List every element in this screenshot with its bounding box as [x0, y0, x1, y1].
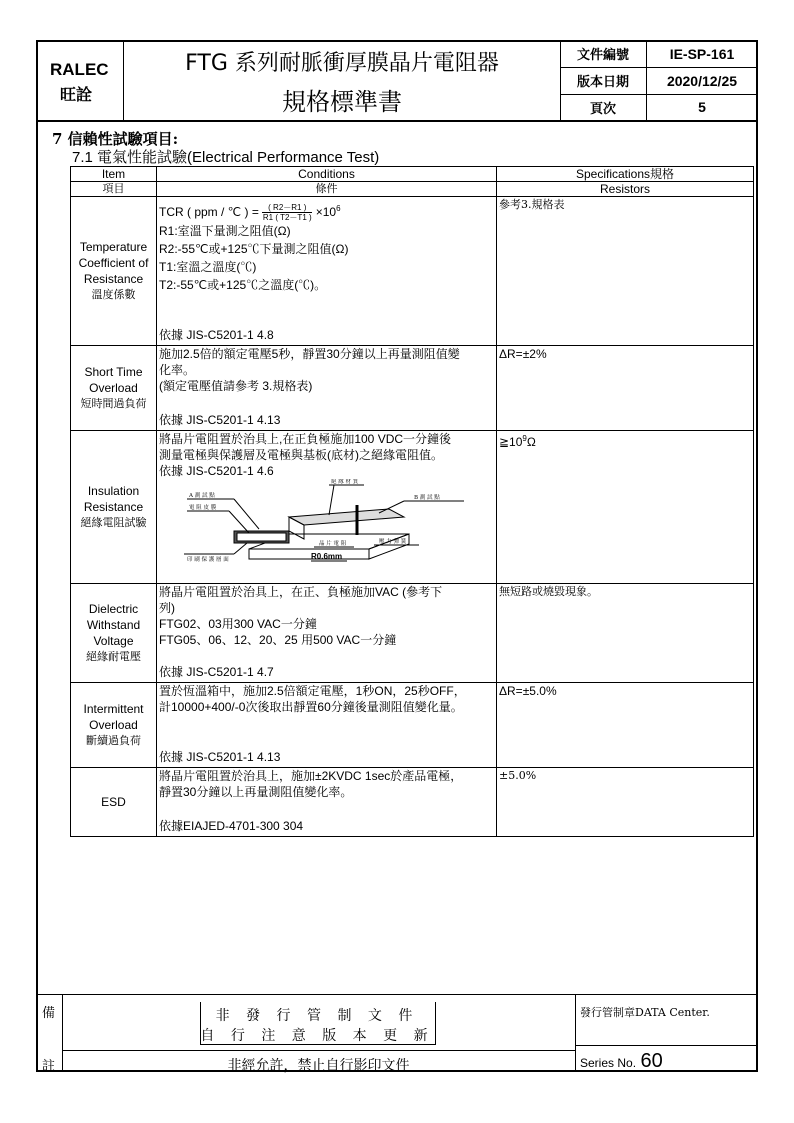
series-label: Series No. [580, 1056, 637, 1070]
item-text: Voltage [93, 634, 134, 648]
item-text: Short Time [84, 365, 143, 379]
col-spec-header: Specifications規格 [497, 167, 754, 182]
col-conditions-header-cn: 條件 [157, 182, 497, 197]
notice-line-2: 自 行 注 意 版 本 更 新 [200, 1028, 434, 1044]
section-number: 7 [52, 130, 63, 148]
insulation-block [289, 509, 404, 525]
document-subtitle: 規格標準書 [282, 88, 402, 116]
item-cell-tcr [71, 197, 157, 346]
item-cell-short-time [71, 346, 157, 431]
condition-line: T2:-55℃或+125℃之溫度(℃)。 [159, 278, 327, 293]
item-text-cn: 斷續過負荷 [86, 734, 141, 747]
item-text: Insulation [87, 484, 140, 498]
table-row [71, 431, 754, 584]
standard-reference: 依據 JIS-C5201-1 4.7 [159, 665, 274, 679]
leader-top-diag [329, 485, 334, 515]
leader-a-diag [234, 499, 259, 529]
section-title: 信賴性試驗項目: [67, 130, 179, 148]
formula-fraction [262, 203, 312, 222]
table-row [71, 584, 754, 683]
table-header-row-2 [71, 182, 754, 197]
footer-remark-top: 備 [42, 1006, 56, 1021]
condition-line: 將晶片電阻置於治具上，在正、負極施加VAC (參考下 [159, 585, 443, 599]
item-cell-insulation [71, 431, 157, 584]
conditions-cell-tcr [157, 197, 497, 346]
item-text: Overload [89, 718, 138, 732]
diagram-label-chip: 晶 片 電 阻 [319, 541, 347, 547]
diagram-label-b: B 測 試 點 [414, 495, 440, 501]
conditions-cell-esd [157, 768, 497, 837]
condition-line: 計10000+400/-0次後取出靜置60分鐘後量測阻值變化量。 [159, 700, 463, 714]
version-date-value: 2020/12/25 [666, 72, 738, 89]
item-text-cn: 溫度係數 [91, 288, 136, 301]
copy-prohibited-notice: 非經允許，禁止自行影印文件 [227, 1058, 410, 1074]
spec-exponent: 9 [522, 434, 527, 443]
diagram-label-film: 電 阻 皮 膜 [189, 505, 217, 511]
item-text: Coefficient of [78, 256, 149, 270]
formula-denominator: R1 ( T2－T1 ) [262, 213, 312, 223]
item-text-cn: 絕緣電阻試驗 [80, 516, 147, 529]
item-text: Dielectric [88, 602, 139, 616]
item-text-cn: 短時間過負荷 [80, 397, 147, 410]
condition-line: 靜置30分鐘以上再量測阻值變化率。 [159, 785, 353, 799]
item-cell-dielectric [71, 584, 157, 683]
condition-line: R1:室溫下量測之阻值(Ω) [159, 224, 291, 239]
formula-numerator: ( R2－R1 ) [262, 203, 312, 213]
table-row [71, 683, 754, 768]
diagram-dimension: R0.6mm [311, 552, 343, 561]
diagram-label-insulation: 絕 緣 材 質 [331, 479, 359, 485]
spec-cell-esd: ±5.0% [497, 768, 754, 837]
condition-line: 化率。 [159, 363, 196, 377]
item-text: Withstand [86, 618, 141, 632]
page-label: 頁次 [589, 101, 616, 117]
condition-line: 將晶片電阻置於治具上,在正負極施加100 VDC一分鐘後 [159, 432, 452, 446]
chip-resistor-film [237, 533, 286, 541]
condition-line: 列) [159, 601, 175, 615]
footer-top-line [36, 994, 758, 995]
doc-no-label: 文件編號 [576, 48, 629, 63]
condition-line: 依據 JIS-C5201-1 4.6 [159, 464, 274, 478]
table-row [71, 197, 754, 346]
diagram-label-fixture: 印 刷 保 護 層 面 [187, 557, 229, 563]
item-cell-intermittent [71, 683, 157, 768]
item-text-cn: 絕緣耐電壓 [86, 650, 141, 663]
footer-mid-line-left [62, 1050, 575, 1051]
electrical-test-table [70, 166, 754, 837]
footer-divider-2 [575, 994, 576, 1072]
condition-line: 測量電極與保護層及電極與基板(底材)之絕緣電阻值。 [159, 448, 443, 462]
company-name-en: RALEC [50, 60, 109, 79]
footer-remark-bottom: 註 [42, 1059, 56, 1074]
item-text: Intermittent [83, 702, 144, 716]
standard-reference: 依據EIAJED-4701-300 304 [159, 819, 304, 833]
formula-exponent: 6 [336, 204, 341, 213]
formula-prefix: TCR ( ppm / ℃ ) = [159, 205, 259, 219]
condition-line: FTG02、03用300 VAC一分鐘 [159, 617, 317, 631]
tcr-formula [159, 201, 494, 222]
spec-cell-intermittent: ΔR=±5.0% [497, 683, 754, 768]
item-text: Temperature [79, 240, 148, 254]
version-date-label: 版本日期 [576, 75, 629, 90]
section-subtitle: 7.1 電氣性能試驗(Electrical Performance Test) [72, 149, 380, 166]
fixture-base-front [249, 549, 369, 559]
leader-film-diag [229, 511, 249, 533]
item-text: Overload [89, 381, 138, 395]
item-text: ESD [101, 795, 126, 809]
formula-suffix: ×10 [315, 205, 337, 219]
issue-control-stamp: 發行管制章DATA Center. [580, 1006, 710, 1019]
item-cell-esd [71, 768, 157, 837]
series-number [580, 1050, 663, 1073]
page-value: 5 [698, 99, 706, 115]
insulation-test-fixture-diagram [179, 479, 469, 569]
doc-no-value: IE-SP-161 [669, 45, 735, 62]
diagram-label-a: A 測 試 點 [189, 493, 215, 499]
fixture-base-side [369, 534, 409, 559]
series-value: 60 [640, 1050, 663, 1072]
condition-line: R2:-55℃或+125℃下量測之阻值(Ω) [159, 242, 349, 257]
conditions-cell-intermittent [157, 683, 497, 768]
spec-cell-insulation [497, 431, 754, 584]
col-spec-subheader: Resistors [497, 182, 754, 197]
leader-fixture-diag [234, 543, 247, 554]
condition-line: (額定電壓值請參考 3.規格表) [159, 379, 313, 393]
condition-line: 置於恆溫箱中，施加2.5倍額定電壓，1秒ON，25秒OFF， [159, 684, 466, 698]
header-bottom-line [36, 120, 758, 122]
spec-cell-short-time: ΔR=±2% [497, 346, 754, 431]
spec-unit: Ω [526, 435, 536, 449]
condition-line: FTG05、06、12、20、25 用500 VAC一分鐘 [159, 633, 397, 647]
col-item-header: Item [71, 167, 157, 182]
col-item-header-cn: 項目 [71, 182, 157, 197]
document-title: FTG 系列耐脈衝厚膜晶片電阻器 [185, 51, 499, 76]
diagram-label-spring: 壓 力 彈 簧 [379, 539, 407, 545]
table-row [71, 768, 754, 837]
conditions-cell-short-time [157, 346, 497, 431]
table-row [71, 346, 754, 431]
item-text: Resistance [83, 500, 144, 514]
item-text: Resistance [83, 272, 144, 286]
spec-cell-dielectric: 無短路或燒毀現象。 [497, 584, 754, 683]
spec-prefix: ≧10 [499, 435, 523, 449]
condition-line: 將晶片電阻置於治具上，施加±2KVDC 1sec於產品電極， [159, 769, 463, 783]
conditions-cell-dielectric [157, 584, 497, 683]
spec-cell-tcr: 參考3.規格表 [497, 197, 754, 346]
footer-mid-line-right [575, 1045, 758, 1046]
notice-line-1: 非 發 行 管 制 文 件 [215, 1008, 419, 1024]
conditions-cell-insulation [157, 431, 497, 584]
col-conditions-header: Conditions [157, 167, 497, 182]
standard-reference: 依據 JIS-C5201-1 4.13 [159, 413, 281, 427]
condition-line: T1:室溫之溫度(℃) [159, 260, 257, 275]
table-header-row-1 [71, 167, 754, 182]
company-name-cn: 旺詮 [60, 85, 93, 104]
condition-line: 施加2.5倍的額定電壓5秒，靜置30分鐘以上再量測阻值變 [159, 347, 460, 361]
standard-reference: 依據 JIS-C5201-1 4.13 [159, 750, 281, 764]
standard-reference: 依據 JIS-C5201-1 4.8 [159, 328, 274, 342]
